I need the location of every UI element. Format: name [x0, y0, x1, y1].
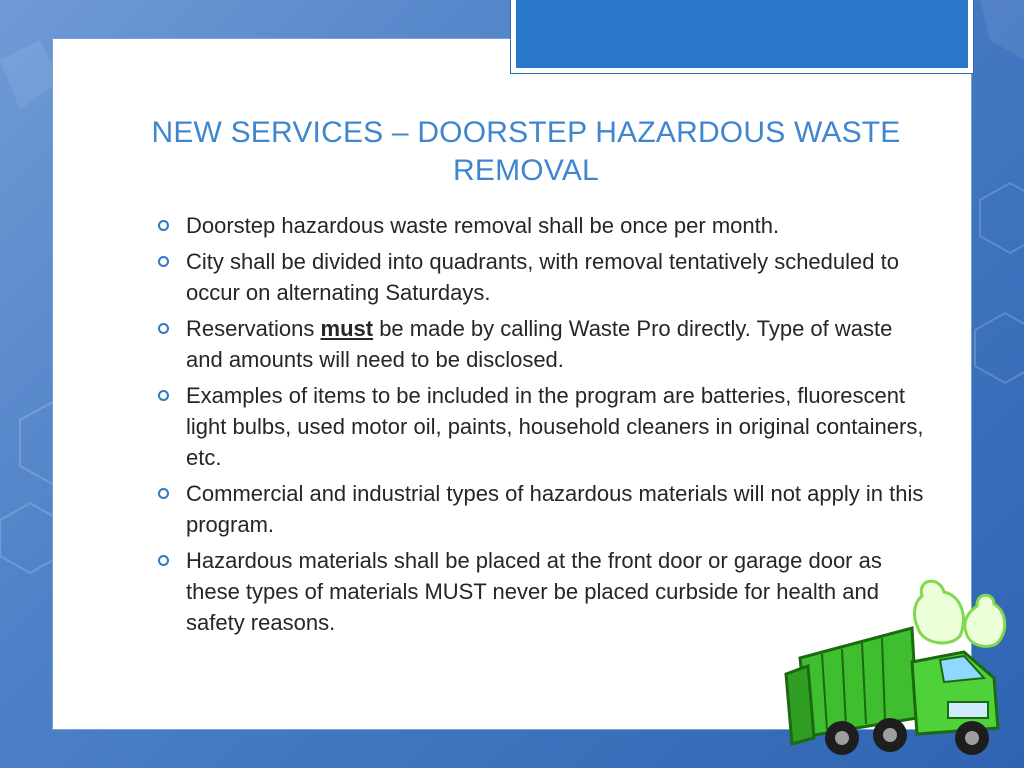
bullet-item [156, 313, 924, 375]
slide-title: NEW SERVICES – DOORSTEP HAZARDOUS WASTE REMOVAL [151, 116, 901, 187]
bullet-circle-icon [158, 256, 169, 267]
bullet-item [156, 246, 924, 308]
bullet-emphasis: must [320, 316, 374, 341]
bullet-text: Doorstep hazardous waste removal shall be once per month. [186, 213, 780, 238]
bullet-circle-icon [158, 555, 169, 566]
bullet-text: Examples of items to be included in the program are batteries, fluorescent light bulbs, used motor oil, paints, household cleaners in original containers, etc. [186, 383, 924, 470]
bullet-item [156, 478, 924, 540]
bullet-text-before: Reservations [186, 316, 321, 341]
bullet-text-after: be made by calling Waste Pro directly. Type of waste and amounts will need to be disclosed. [186, 316, 893, 372]
bullet-circle-icon [158, 488, 169, 499]
bullet-item [156, 210, 924, 241]
accent-tab-fill [516, 0, 968, 68]
accent-tab [510, 0, 974, 74]
bullet-item [156, 380, 924, 473]
garbage-truck-icon [772, 578, 1022, 768]
bullet-text: City shall be divided into quadrants, with removal tentatively scheduled to occur on alternating Saturdays. [186, 249, 899, 305]
bullet-text: Commercial and industrial types of hazardous materials will not apply in this program. [186, 481, 924, 537]
bullet-circle-icon [158, 220, 169, 231]
bullet-circle-icon [158, 390, 169, 401]
bullet-text: Hazardous materials shall be placed at the front door or garage door as these types of materials MUST never be placed curbside for health and safety reasons. [186, 548, 882, 635]
bullet-circle-icon [158, 323, 169, 334]
